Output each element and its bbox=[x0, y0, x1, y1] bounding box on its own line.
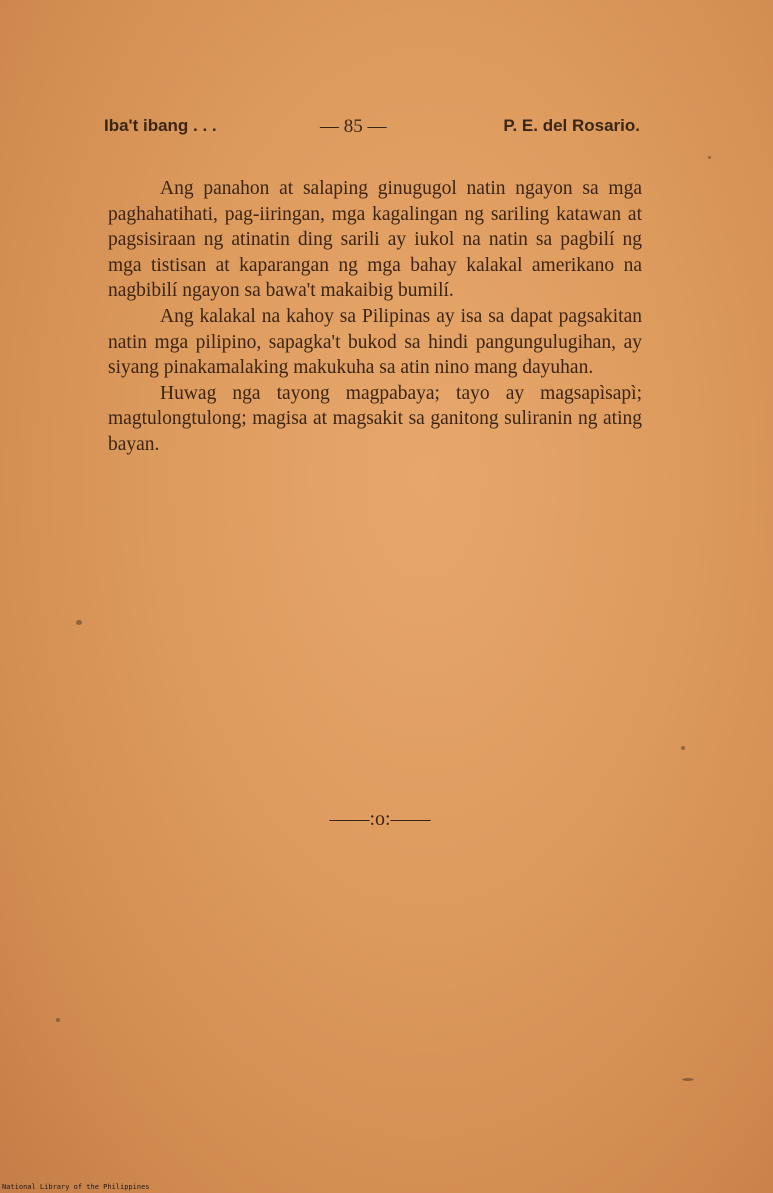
section-ornament: ——:o:—— bbox=[329, 808, 431, 830]
paragraph-3: Huwag nga tayong magpabaya; tayo ay magsapìsapì; magtulongtulong; magisa at magsakit sa ganitong suliranin ng ating bayan. bbox=[108, 382, 642, 455]
body-text bbox=[108, 176, 642, 458]
paper-speck bbox=[56, 1018, 60, 1022]
paper-speck bbox=[681, 746, 685, 750]
page-number: — 85 — bbox=[320, 116, 387, 137]
paper-speck bbox=[682, 1078, 694, 1081]
running-header bbox=[104, 116, 640, 144]
header-author: P. E. del Rosario. bbox=[503, 116, 640, 135]
paper-speck bbox=[76, 620, 82, 625]
paragraph-2: Ang kalakal na kahoy sa Pilipinas ay isa sa dapat pagsakitan natin mga pilipino, sapagka't bukod sa hindi pangungulugihan, ay siyang pinakamalaking makukuha sa atin nino mang dayuhan. bbox=[108, 305, 642, 379]
library-footer: National Library of the Philippines bbox=[2, 1183, 150, 1191]
header-title: Iba't ibang . . . bbox=[104, 116, 217, 135]
paper-speck bbox=[708, 156, 711, 159]
paragraph-1: Ang panahon at salaping ginugugol natin ngayon sa mga paghahatihati, pag-iiringan, mga kagalingan ng sariling katawan at pagsisiraan ng atinatin ding sarili ay iukol na natin sa pagbilí ng mga tistisan at kaparangan ng mga bahay kalakal amerikano na nagbibilí ngayon sa bawa't makaibig bumilí. bbox=[108, 178, 642, 302]
